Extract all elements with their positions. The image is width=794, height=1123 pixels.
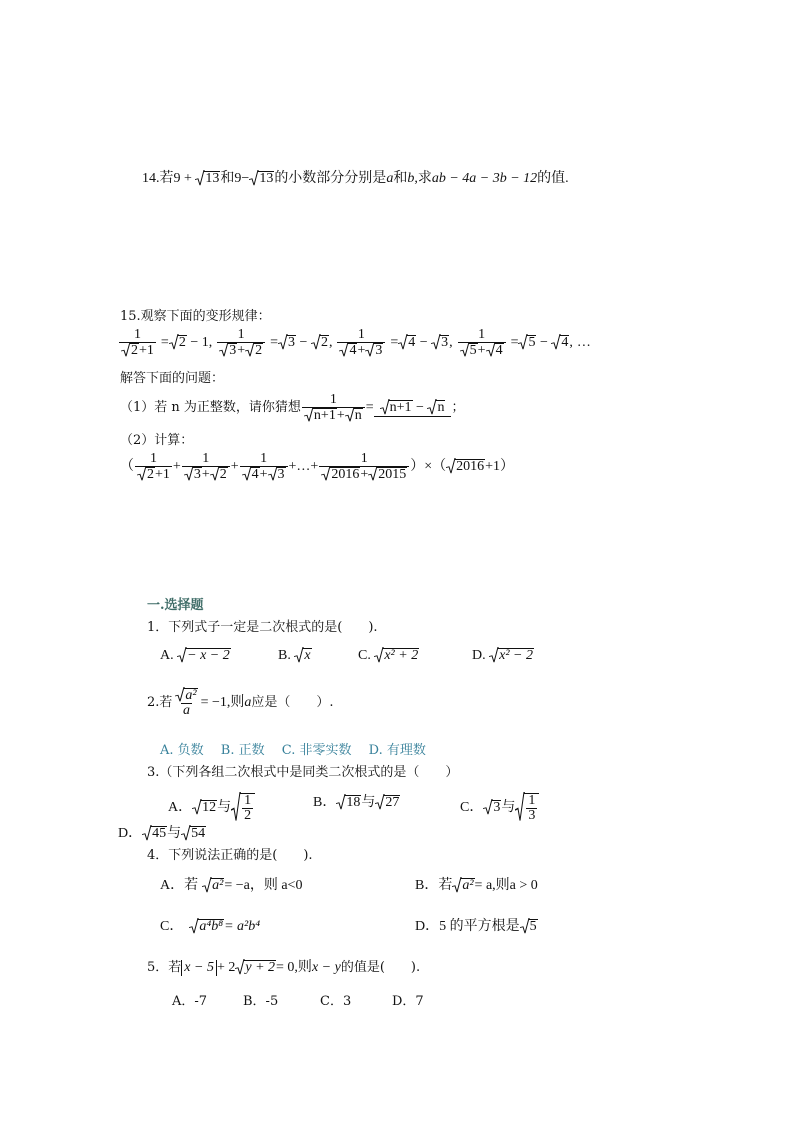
question-14: 14.若9 + 13和9− 13的小数部分分别是a和b,求ab − 4a − 3b − 12的值. [142, 171, 569, 186]
calc-term-1: 1 2+1 [135, 452, 172, 482]
q5-option-d: D．7 [392, 994, 424, 1009]
mc-q3-stem: 3.（下列各组二次根式中是同类二次根式的是（ ） [147, 765, 459, 780]
q15-pattern-row: $\frac{1}{2+1}$ = 2 − 1, 1 3+ 2 = 3 − 2, 1 4+ 3 = 4 − 3, 1 5+ 4 = 5 − 4, … [118, 328, 591, 358]
q1-option-b: B. x [278, 648, 311, 663]
mc-q4-stem: 4．下列说法正确的是( ). [147, 848, 313, 863]
q3-option-c: C． 3 与 $\frac{1}{3}$ [460, 793, 539, 823]
pattern-fraction-4: 1 5+ 4 [458, 328, 506, 358]
mc-q2-options: A. 负数 B. 正数 C. 非零实数 D. 有理数 [160, 743, 426, 758]
q15-calc-expression: （ 1 2+1 + 1 3+ 2 + 1 4+ 3 +…+ 1 2016+ 2015 ）×（ 2016 +1） [120, 451, 515, 482]
q1-option-d: D. x² − 2 [472, 648, 533, 663]
calc-term-2: 1 3+ 2 [182, 452, 230, 482]
calc-term-3: 1 4+ 3 [240, 452, 288, 482]
q4-option-a: A．若 a² = −a，则 a<0 [160, 878, 303, 893]
q2-fraction: $\frac{\text{a²}}{a}$ [173, 688, 199, 718]
calc-term-last: 1 2016+ 2015 [319, 452, 409, 482]
q3-option-a: A． 12 与 $\frac{1}{2}$ [168, 793, 255, 823]
q5-absolute-value: x − 5 [181, 960, 217, 976]
q15-part1: （1）若 n 为正整数，请你猜想 1 n+1+ n = n+1 − n ； [120, 392, 465, 423]
pattern-fraction-2: 1 3+ 2 [217, 328, 265, 358]
radical-icon [195, 170, 205, 186]
mc-q1-options [160, 648, 560, 668]
p1-fraction: 1 n+1+ n [302, 393, 365, 423]
mc-q5-stem: 5．若 x − 5 + 2 y + 2 = 0,则 x − y 的值是( ). [147, 960, 421, 975]
pattern-fraction-1: $\frac{1}{2+1}$ [119, 328, 156, 358]
q4-option-b: B．若 a² = a,则a > 0 [415, 878, 538, 893]
q3-option-d: D． 45 与 54 [118, 826, 206, 841]
q5-option-a: A．-7 [172, 994, 208, 1009]
p1-answer: n+1 − n [374, 400, 452, 417]
q1-option-c: C. x² + 2 [358, 648, 419, 663]
q5-option-b: B．-5 [243, 994, 279, 1009]
mc-q1-stem: 1．下列式子一定是二次根式的是( ). [147, 620, 378, 635]
radical-icon [249, 170, 259, 186]
q15-part2-label: （2）计算： [120, 433, 194, 448]
q14-expression: ab − 4a − 3b − 12 [431, 171, 538, 186]
mc-q3-options [168, 789, 568, 823]
section-heading: 一.选择题 [147, 598, 204, 613]
mc-q2-stem: 2.若 $\frac{\text{a²}}{a}$ = −1,则 a 应是（ ）. [147, 688, 334, 718]
q4-option-c: C． a⁴b⁸ = a²b⁴ [160, 919, 261, 934]
sqrt-13: 13 [195, 171, 220, 187]
sqrt-13: 13 [249, 171, 274, 187]
mc-q5-options [172, 994, 472, 1010]
q4-option-d: D．5 的平方根是 5 [415, 919, 537, 934]
q14-number: 14.若 [142, 171, 174, 186]
q15-title: 15.观察下面的变形规律： [120, 309, 271, 324]
q5-option-c: C．3 [320, 994, 352, 1009]
q3-option-b: B． 18 与 27 [313, 795, 400, 810]
q14-term: 9 + [173, 171, 192, 186]
pattern-fraction-3: 1 4+ 3 [337, 328, 385, 358]
q15-answer-prompt: 解答下面的问题： [120, 371, 225, 386]
q1-option-a: A. − x − 2 [160, 648, 230, 663]
